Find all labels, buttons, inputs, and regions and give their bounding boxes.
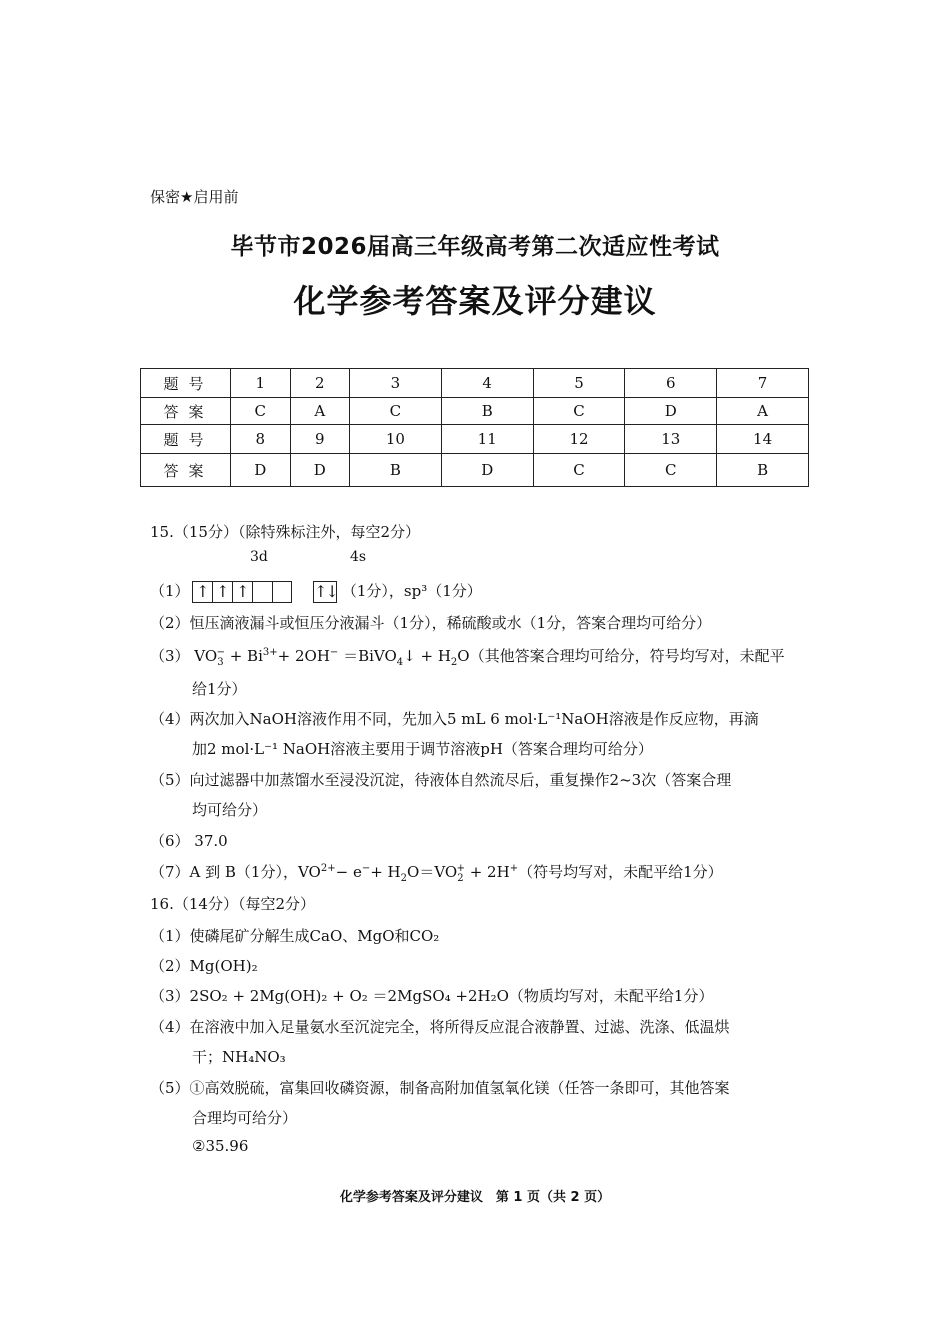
answer-cell: D [625,398,717,425]
question-number: 6 [625,369,717,398]
orbital-box-up-icon: ↑ [212,581,232,603]
secret-label: 保密★启用前 [150,188,239,206]
q16-part2: （2）Mg(OH)₂ [150,957,258,975]
question-number: 1 [231,369,291,398]
q16-part1: （1）使磷尾矿分解生成CaO、MgO和CO₂ [150,927,440,945]
answer-label: 答案 [141,398,231,425]
q16-part5-cont: 合理均可给分） [192,1109,298,1127]
q15-header: 15.（15分）（除特殊标注外，每空2分） [150,523,420,541]
question-number: 10 [350,425,442,454]
orbital-box-up-icon: ↑ [232,581,252,603]
orbital-4s-label: 4s [350,549,367,565]
question-number: 2 [290,369,350,398]
part1-tail: （1分），sp³（1分） [341,582,482,600]
q15-part5-cont: 均可给分） [192,801,268,819]
answer-cell: B [441,398,533,425]
q15-part1 [150,580,482,603]
part7-tail: （符号均写对，未配平给1分） [518,863,723,881]
orbital-box-up-icon: ↑ [192,581,212,603]
orbital-diagram-3d [192,581,292,603]
q15-part3-cont: 给1分） [192,680,247,698]
part-number: （1） [150,582,190,600]
table-row [141,425,809,454]
answer-cell: A [717,398,809,425]
q16-part3: （3）2SO₂ + 2Mg(OH)₂ + O₂ ＝2MgSO₄ +2H₂O（物质均写对，未配平给1分） [150,987,714,1005]
answer-table [140,368,809,487]
q16-header: 16.（14分）（每空2分） [150,895,315,913]
exam-title: 毕节市2026届高三年级高考第二次适应性考试 [230,234,720,260]
orbital-diagram-4s [313,581,337,603]
answer-cell: B [717,454,809,487]
answer-cell: D [441,454,533,487]
question-number: 3 [350,369,442,398]
answer-cell: D [290,454,350,487]
question-number: 12 [533,425,625,454]
question-number: 5 [533,369,625,398]
question-number: 4 [441,369,533,398]
q15-part4-cont: 加2 mol·L⁻¹ NaOH溶液主要用于调节溶液pH（答案合理均可给分） [192,740,653,758]
part3-tail: （其他答案合理均可给分，符号均写对，未配平 [469,647,785,665]
q15-part4: （4）两次加入NaOH溶液作用不同，先加入5 mL 6 mol·L⁻¹NaOH溶液是作反应物，再滴 [150,710,759,728]
question-label: 题号 [141,425,231,454]
question-number: 8 [231,425,291,454]
q15-part3: （3） $VO_3^- + Bi^{3+}+ 2OH^-$ ＝BiVO$_4$↓ + $H_2O$（其他答案合理均可给分，符号均写对，未配平 [150,647,785,668]
table-row [141,398,809,425]
answer-cell: C [350,398,442,425]
answer-cell: D [231,454,291,487]
question-number: 14 [717,425,809,454]
q16-part4: （4）在溶液中加入足量氨水至沉淀完全，将所得反应混合液静置、过滤、洗涤、低温烘 [150,1018,730,1036]
q15-part6: （6） 37.0 [150,832,228,850]
page-footer: 化学参考答案及评分建议 第 1 页（共 2 页） [339,1190,611,1205]
question-number: 9 [290,425,350,454]
q15-part7: （7）A 到 B（1分），$VO^{2+}- e^-+ H_2O=VO_2^+ + 2H^+$（符号均写对，未配平给1分） [150,863,723,884]
question-label: 题号 [141,369,231,398]
orbital-3d-label: 3d [250,549,268,565]
q16-part4-cont: 干；NH₄NO₃ [192,1048,286,1066]
answer-cell: B [350,454,442,487]
q15-part2: （2）恒压滴液漏斗或恒压分液漏斗（1分），稀硫酸或水（1分，答案合理均可给分） [150,614,712,632]
orbital-box-paired-icon: ↑↓ [314,582,337,601]
orbital-box-empty-icon [272,581,292,603]
answer-cell: C [533,454,625,487]
doc-title: 化学参考答案及评分建议 [293,282,657,320]
orbital-box-empty-icon [252,581,272,603]
question-number: 11 [441,425,533,454]
q15-part5: （5）向过滤器中加蒸馏水至浸没沉淀，待液体自然流尽后，重复操作2~3次（答案合理 [150,771,732,789]
question-number: 7 [717,369,809,398]
table-row [141,454,809,487]
answer-cell: C [625,454,717,487]
answer-label: 答案 [141,454,231,487]
q16-part5: （5）①高效脱硫，富集回收磷资源，制备高附加值氢氧化镁（任答一条即可，其他答案 [150,1079,730,1097]
answer-cell: C [231,398,291,425]
answer-cell: A [290,398,350,425]
answer-cell: C [533,398,625,425]
q16-part5-sub2: ②35.96 [192,1137,249,1155]
question-number: 13 [625,425,717,454]
table-row [141,369,809,398]
